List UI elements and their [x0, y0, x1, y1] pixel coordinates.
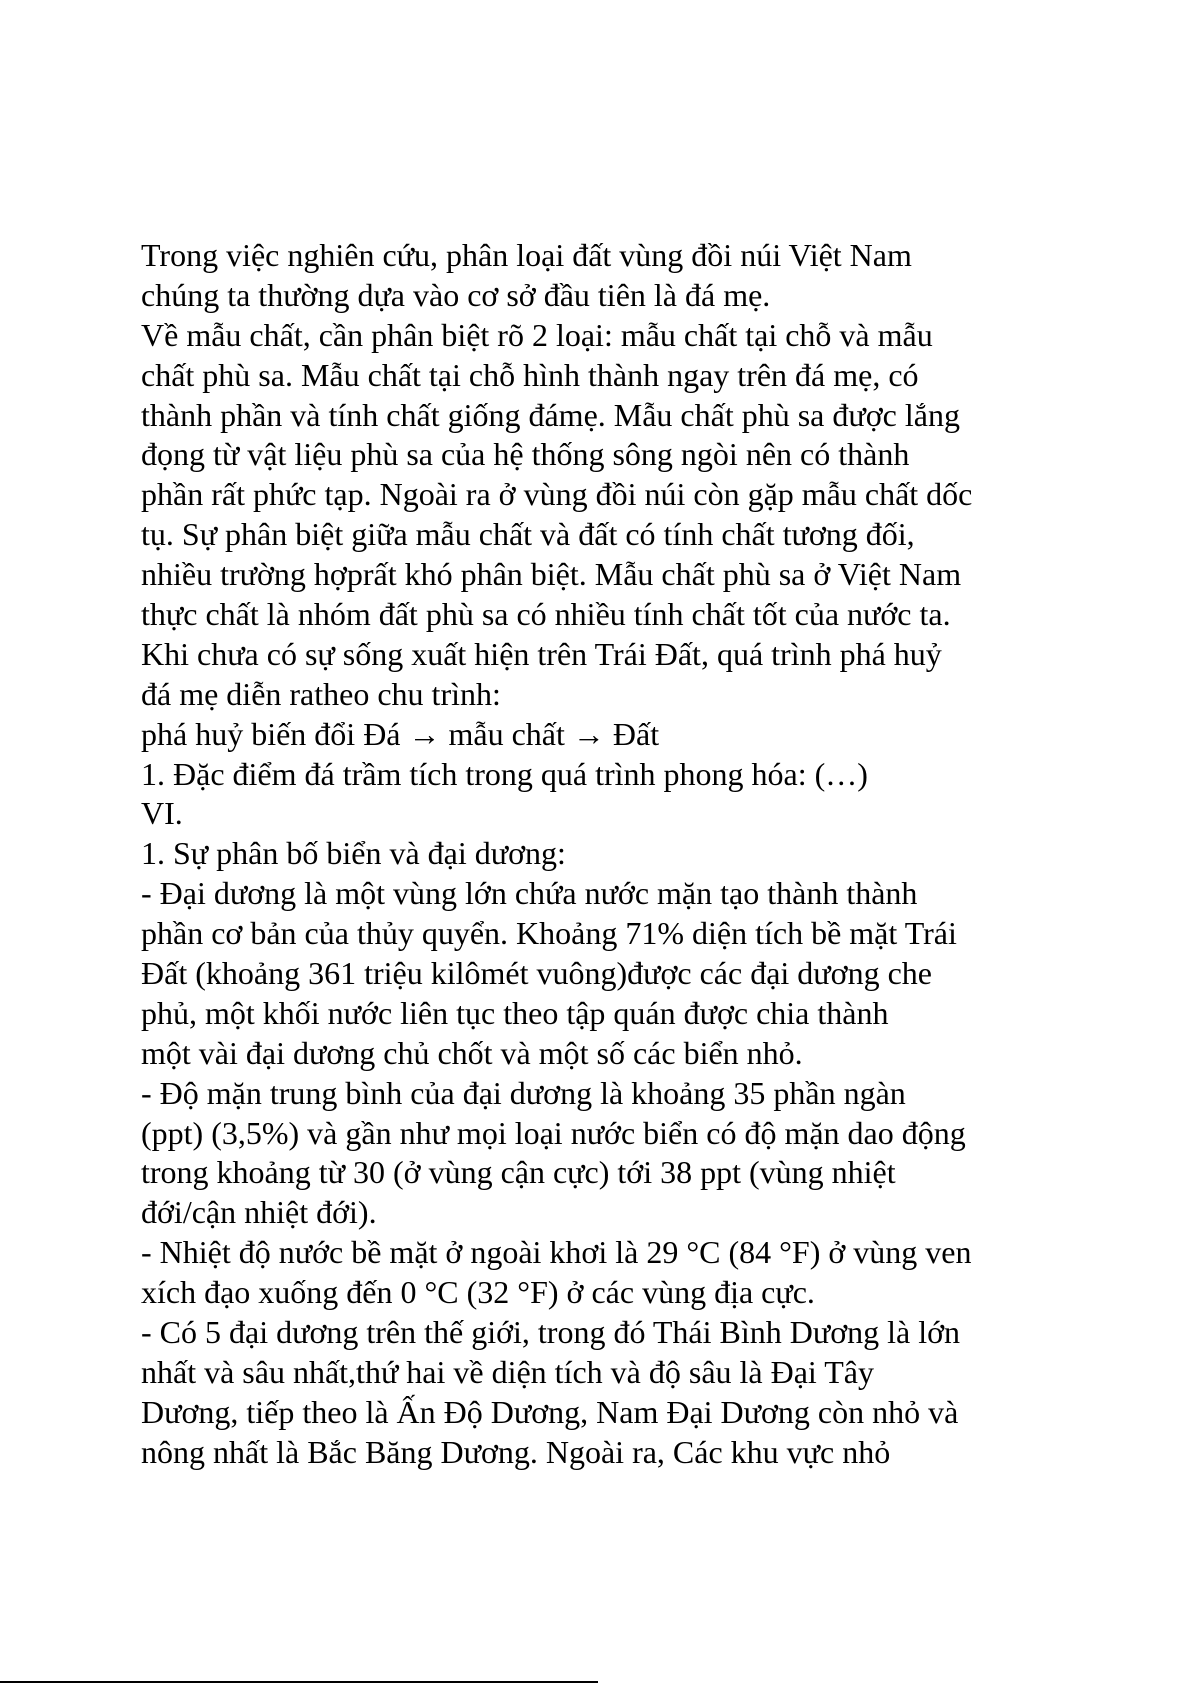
section-number: VI. [141, 795, 183, 832]
text-line: nhiều trường hợprất khó phân biệt. Mẫu chất phù sa ở Việt Nam [141, 556, 962, 593]
text-line: tụ. Sự phân biệt giữa mẫu chất và đất có tính chất tương đối, [141, 516, 915, 553]
text-line: thực chất là nhóm đất phù sa có nhiều tính chất tốt của nước ta. [141, 596, 951, 633]
formula-line: phá huỷ biến đổi Đá → mẫu chất → Đất [141, 715, 660, 752]
text-line: phần cơ bản của thủy quyển. Khoảng 71% diện tích bề mặt Trái [141, 915, 957, 952]
document-body [141, 236, 1081, 1473]
section-heading: 1. Đặc điểm đá trầm tích trong quá trình phong hóa: (…) [141, 755, 868, 792]
text-line: một vài đại dương chủ chốt và một số các biển nhỏ. [141, 1034, 803, 1071]
text-line: (ppt) (3,5%) và gần như mọi loại nước biển có độ mặn dao động [141, 1114, 966, 1151]
text-line: - Độ mặn trung bình của đại dương là khoảng 35 phần ngàn [141, 1074, 906, 1111]
text-line: nông nhất là Bắc Băng Dương. Ngoài ra, Các khu vực nhỏ [141, 1433, 891, 1470]
text-line: Về mẫu chất, cần phân biệt rõ 2 loại: mẫu chất tại chỗ và mẫu [141, 316, 933, 353]
text-line: Đất (khoảng 361 triệu kilômét vuông)được các đại dương che [141, 955, 932, 992]
section-heading: 1. Sự phân bố biển và đại dương: [141, 835, 566, 872]
text-line: Trong việc nghiên cứu, phân loại đất vùng đồi núi Việt Nam [141, 237, 912, 273]
text-line: đới/cận nhiệt đới). [141, 1194, 377, 1231]
text-line: chất phù sa. Mẫu chất tại chỗ hình thành ngay trên đá mẹ, có [141, 356, 919, 393]
text-line: - Nhiệt độ nước bề mặt ở ngoài khơi là 29 °C (84 °F) ở vùng ven [141, 1234, 972, 1271]
text-line: Dương, tiếp theo là Ấn Độ Dương, Nam Đại Dương còn nhỏ và [141, 1393, 959, 1430]
text-line: Khi chưa có sự sống xuất hiện trên Trái Đất, quá trình phá huỷ [141, 635, 942, 672]
page-bottom-rule [0, 1681, 598, 1683]
text-line: phần rất phức tạp. Ngoài ra ở vùng đồi núi còn gặp mẫu chất dốc [141, 476, 973, 513]
text-line: thành phần và tính chất giống đámẹ. Mẫu chất phù sa được lắng [141, 396, 960, 433]
text-line: đá mẹ diễn ratheo chu trình: [141, 675, 501, 712]
text-line: nhất và sâu nhất,thứ hai về diện tích và độ sâu là Đại Tây [141, 1353, 874, 1390]
text-line: chúng ta thường dựa vào cơ sở đầu tiên là đá mẹ. [141, 276, 771, 313]
text-line: xích đạo xuống đến 0 °C (32 °F) ở các vùng địa cực. [141, 1274, 815, 1311]
text-line: phủ, một khối nước liên tục theo tập quán được chia thành [141, 994, 889, 1031]
text-line: - Có 5 đại dương trên thế giới, trong đó Thái Bình Dương là lớn [141, 1314, 961, 1351]
text-line: trong khoảng từ 30 (ở vùng cận cực) tới 38 ppt (vùng nhiệt [141, 1154, 896, 1191]
text-line: - Đại dương là một vùng lớn chứa nước mặn tạo thành thành [141, 875, 918, 912]
text-line: đọng từ vật liệu phù sa của hệ thống sông ngòi nên có thành [141, 436, 910, 473]
